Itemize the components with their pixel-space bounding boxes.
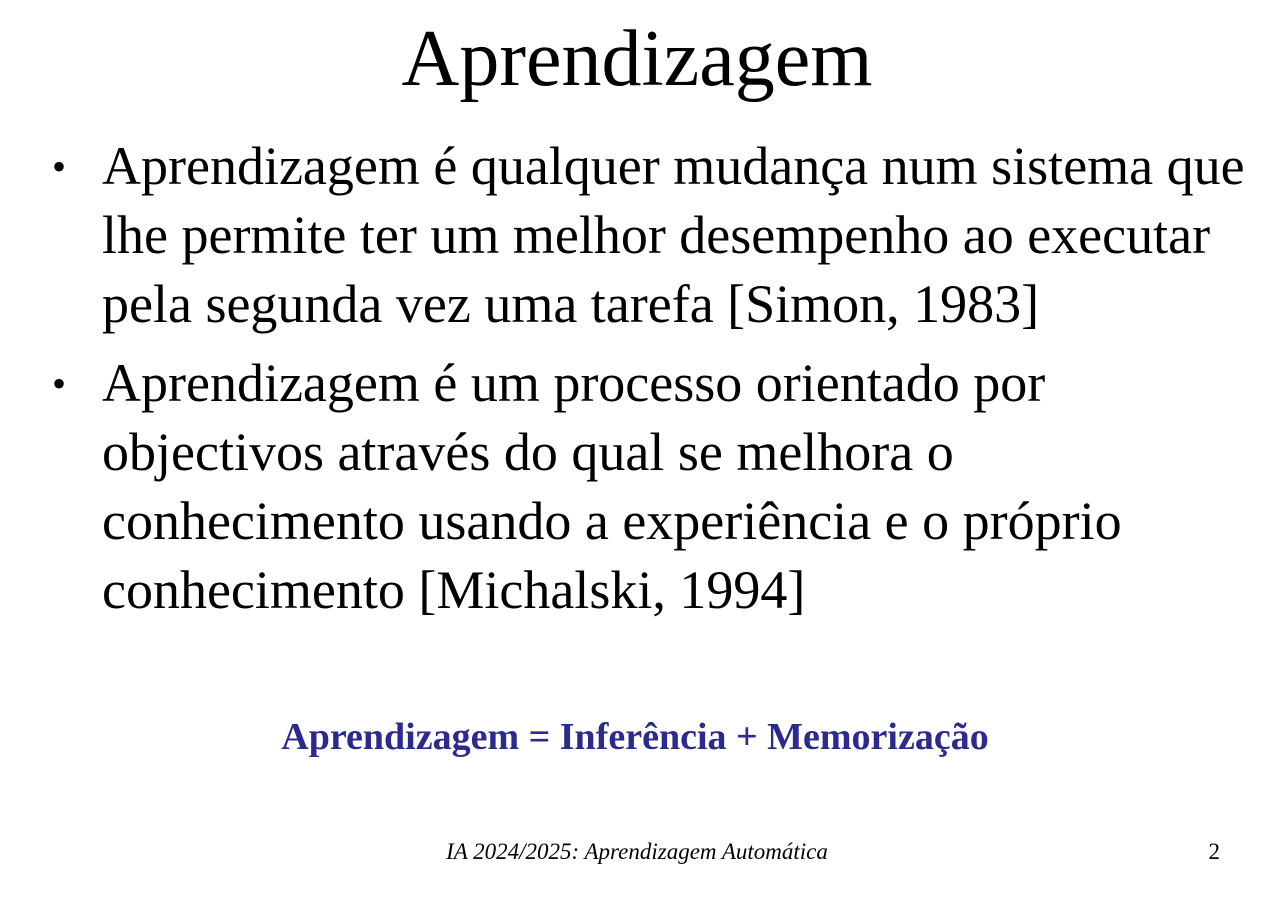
bullet-icon: • <box>52 144 67 189</box>
bullet-item-simon <box>52 132 1252 339</box>
page-number: 2 <box>1208 839 1220 864</box>
footer-course-title: IA 2024/2025: Aprendizagem Automática <box>446 839 828 864</box>
bullet-text: Aprendizagem é um processo orientado por objectivos através do qual se melhora o conhecimento usando a experiência e o próprio conhecimento [Michalski, 1994] <box>102 353 1122 620</box>
bullet-list <box>52 132 1252 635</box>
bullet-text: Aprendizagem é qualquer mudança num sistema que lhe permite ter um melhor desempenho ao executar pela segunda vez uma tarefa [Simon, 1983] <box>102 136 1245 334</box>
bullet-item-michalski <box>52 349 1252 625</box>
bullet-icon: • <box>52 361 67 406</box>
slide-title: Aprendizagem <box>401 15 873 103</box>
learning-equation: Aprendizagem = Inferência + Memorização <box>281 716 989 758</box>
